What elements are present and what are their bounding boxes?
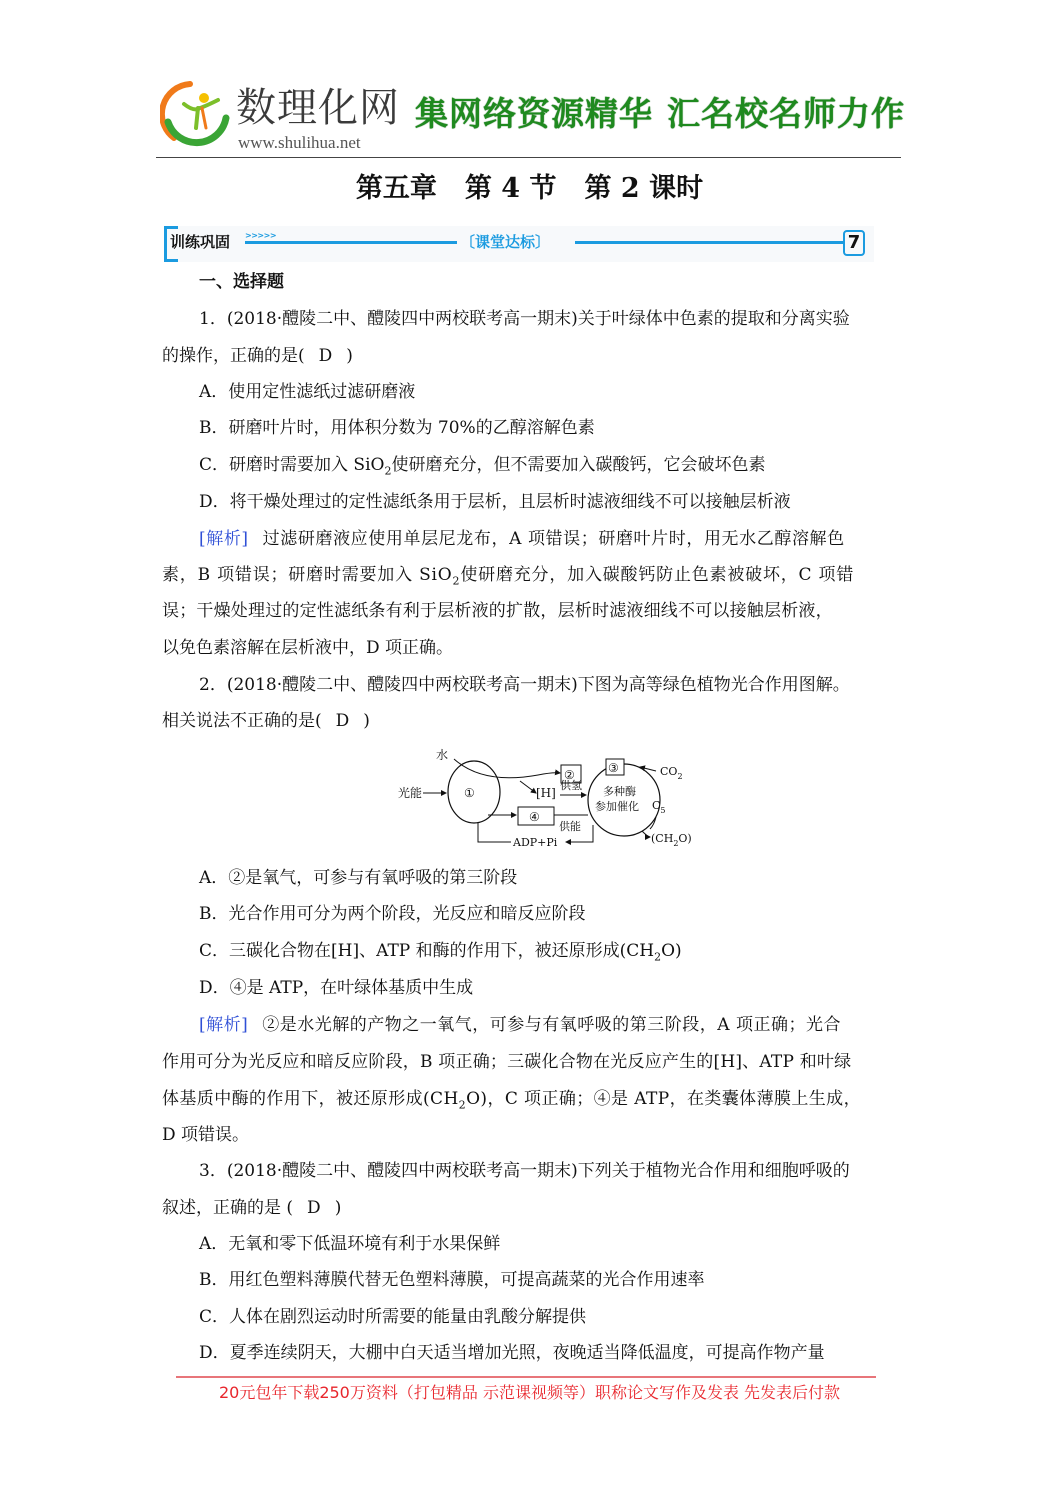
slogan-part-2: 汇名校名师力作 [667,94,905,133]
analysis-line [162,563,854,587]
label-co2: CO [660,765,678,778]
answer-choice: D [307,1198,321,1218]
option-a[interactable] [199,380,415,404]
option-c[interactable] [199,939,682,963]
stem-text: ) [346,346,353,366]
analysis-line [199,527,845,551]
question-stem-line-2 [162,344,353,368]
site-url[interactable]: www.shulihua.net [238,133,361,152]
question-stem-line-2 [162,709,370,733]
question-stem-line: (2018·醴陵二中、醴陵四中两校联考高一期末)下图为高等绿色植物光合作用图解。 [226,675,850,695]
section-bar-line-left [245,241,457,244]
option-label: A． [199,1234,229,1254]
photosynthesis-diagram [388,745,708,855]
option-text: 夏季连续阴天，大棚中白天适当增加光照，夜晚适当降低温度，可提高作物产量 [229,1343,825,1363]
analysis-line: 误；干燥处理过的定性滤纸条有利于层析液的扩散，层析时滤液细线不可以接触层析液， [162,601,833,621]
analysis-line [162,1087,861,1111]
analysis-text: ②是水光解的产物之一氧气，可参与有氧呼吸的第三阶段，A 项正确；光合 [262,1015,841,1035]
title-chapter: 第五章 [355,173,437,204]
option-label: C． [199,1307,230,1327]
analysis-tag: [解析] [199,1015,249,1035]
option-d[interactable] [199,490,791,514]
option-b[interactable] [199,1268,705,1292]
part-heading: 一、选择题 [199,272,284,292]
header-divider [156,157,901,158]
title-lesson: 第 2 课时 [584,173,704,204]
analysis-text: 过滤研磨液应使用单层尼龙布，A 项错误；研磨叶片时，用无水乙醇溶解色 [262,529,845,549]
question-number: 3． [199,1161,227,1181]
option-text: 三碳化合物在[H]、ATP 和酶的作用下，被还原形成(CH [229,941,655,961]
option-label: D． [199,1343,230,1363]
section-bar-subtitle: 〔课堂达标〕 [460,233,551,251]
option-a[interactable] [199,866,517,890]
brand-name: 数理化网 [236,85,400,131]
question-stem [199,307,850,331]
option-b[interactable] [199,902,586,926]
label-water: 水 [436,748,449,762]
subscript: 2 [458,1098,467,1112]
footer-divider [176,1376,876,1378]
option-d[interactable] [199,976,473,1000]
analysis-text: 体基质中酶的作用下，被还原形成(CH [162,1089,459,1109]
option-text: ②是氧气，可参与有氧呼吸的第三阶段 [228,868,518,888]
question-stem-line: (2018·醴陵二中、醴陵四中两校联考高一期末)下列关于植物光合作用和细胞呼吸的 [226,1161,850,1181]
option-text: 使研磨充分，但不需要加入碳酸钙，它会破坏色素 [391,455,766,475]
label-enzyme-1: 多种酶 [603,785,636,798]
option-label: B． [199,1270,229,1290]
question-stem-line-2 [162,1196,341,1220]
option-text: 研磨叶片时，用体积分数为 70%的乙醇溶解色素 [228,418,595,438]
label-box-3: ③ [608,761,619,775]
option-c[interactable] [199,453,765,477]
answer-choice: D [335,711,350,731]
label-c5: C [652,799,661,812]
option-label: C． [199,455,230,475]
section-number-badge: 7 [843,230,865,256]
analysis-line: 以免色素溶解在层析液中，D 项正确。 [162,638,454,658]
option-label: D． [199,492,230,512]
svg-text:CO2: $CO_2$ [660,765,683,781]
option-text: O) [661,941,682,961]
answer-choice: D [318,346,333,366]
label-ch2o: (CH [651,832,674,845]
option-text: ④是 ATP，在叶绿体基质中生成 [229,978,474,998]
question-number: 2． [199,675,227,695]
option-label: C． [199,941,230,961]
analysis-line: D 项错误。 [162,1125,250,1145]
label-supply-energy: 供能 [559,820,581,833]
question-number: 1． [199,309,227,329]
option-c[interactable] [199,1305,586,1329]
option-text: 无氧和零下低温环境有利于水果保鲜 [228,1234,501,1254]
svg-text:(CH2O): $(CH_2O)$ [651,832,692,848]
stem-text: ) [363,711,370,731]
option-label: A． [199,868,229,888]
analysis-text: 素，B 项错误；研磨时需要加入 SiO [162,565,453,585]
chevrons-icon: >>>>> [245,231,277,240]
label-h: [H] [536,786,556,800]
analysis-tag: [解析] [199,529,249,549]
analysis-text: 使研磨充分，加入碳酸钙防止色素被破坏，C 项错 [460,565,855,585]
label-box-4: ④ [529,810,540,824]
option-text: 人体在剧烈运动时所需要的能量由乳酸分解提供 [229,1307,587,1327]
svg-text:C5: $C_5$ [652,799,666,815]
section-bar-label: 训练巩固 [170,233,231,251]
question-stem-line: (2018·醴陵二中、醴陵四中两校联考高一期末)关于叶绿体中色素的提取和分离实验 [226,309,850,329]
label-light: 光能 [398,786,423,800]
label-circle-1: ① [464,786,475,800]
stem-text: 相关说法不正确的是( [162,711,322,731]
stem-text: 的操作，正确的是( [162,346,305,366]
analysis-line: 作用可分为光反应和暗反应阶段，B 项正确；三碳化合物在光反应产生的[H]、ATP 和叶绿 [162,1052,852,1072]
label-enzyme-2: 参加催化 [595,800,639,813]
option-text: 将干燥处理过的定性滤纸条用于层析，且层析时滤液细线不可以接触层析液 [229,492,791,512]
section-bar-line-right [575,241,843,244]
shulihua-logo-icon [160,78,232,150]
option-text: 使用定性滤纸过滤研磨液 [228,382,416,402]
option-a[interactable] [199,1232,500,1256]
label-box-2: ② [564,768,575,782]
analysis-line [199,1013,841,1037]
slogan [415,92,919,136]
option-text: 用红色塑料薄膜代替无色塑料薄膜，可提高蔬菜的光合作用速率 [228,1270,705,1290]
subscript: 2 [384,464,392,478]
option-label: A． [199,382,229,402]
page-title [0,171,1059,207]
option-label: B． [199,904,229,924]
question-stem [199,673,850,697]
subscript: 2 [654,950,662,964]
title-section: 第 4 节 [464,173,557,204]
option-b[interactable] [199,416,595,440]
stem-text: ) [334,1198,342,1218]
option-label: D． [199,978,230,998]
option-d[interactable] [199,1341,825,1365]
footer-ad[interactable]: 20元包年下载250万资料（打包精品 示范课视频等）职称论文写作及发表 先发表后付款 [218,1383,841,1402]
stem-text: 叙述，正确的是 ( [162,1198,294,1218]
label-adp: ADP+Pi [513,836,558,849]
label-supply-h: 供氢 [560,779,582,792]
option-text: 光合作用可分为两个阶段，光反应和暗反应阶段 [228,904,586,924]
question-stem [199,1159,850,1183]
slogan-part-1: 集网络资源精华 [415,94,653,133]
analysis-text: O)，C 项正确；④是 ATP，在类囊体薄膜上生成， [466,1089,861,1109]
option-label: B． [199,418,229,438]
subscript: 2 [452,574,461,588]
option-text: 研磨时需要加入 SiO [229,455,385,475]
